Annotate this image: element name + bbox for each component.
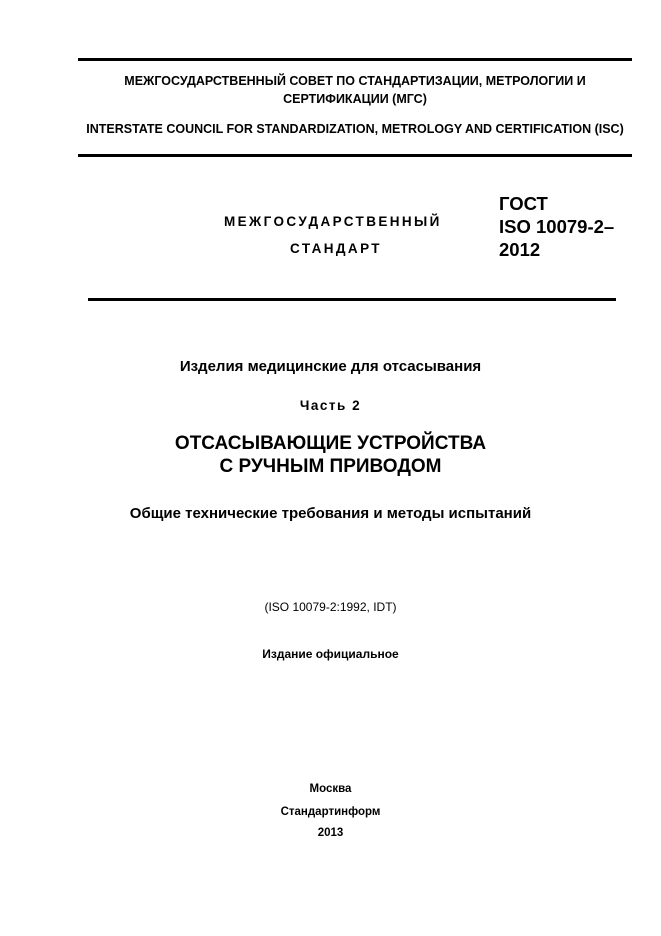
document-main-title-line2: С РУЧНЫМ ПРИВОДОМ xyxy=(219,456,442,477)
gost-label: ГОСТ xyxy=(499,193,548,214)
document-part: Часть 2 xyxy=(299,398,362,413)
council-name-ru: МЕЖГОСУДАРСТВЕННЫЙ СОВЕТ ПО СТАНДАРТИЗАЦИИ, МЕТРОЛОГИИ И СЕРТИФИКАЦИИ (МГС) xyxy=(124,74,586,106)
top-rule xyxy=(78,58,632,61)
iso-reference: (ISO 10079-2:1992, IDT) xyxy=(264,600,397,614)
gost-number-line1: ISO 10079-2– xyxy=(499,216,615,237)
standard-bottom-rule xyxy=(88,298,616,301)
document-subject: Изделия медицинские для отсасывания xyxy=(179,358,482,375)
header-bottom-rule xyxy=(78,154,632,157)
document-main-title-line1: ОТСАСЫВАЮЩИЕ УСТРОЙСТВА xyxy=(174,433,487,454)
standard-type-line1: МЕЖГОСУДАРСТВЕННЫЙ xyxy=(224,214,442,229)
council-name-en: INTERSTATE COUNCIL FOR STANDARDIZATION, METROLOGY AND CERTIFICATION (ISC) xyxy=(86,122,624,136)
standard-type-line2: СТАНДАРТ xyxy=(290,241,382,256)
edition-note: Издание официальное xyxy=(262,647,399,661)
imprint-publisher: Стандартинформ xyxy=(280,806,381,818)
imprint-city: Москва xyxy=(309,783,352,795)
document-subtitle: Общие технические требования и методы испытаний xyxy=(129,505,532,522)
gost-designation xyxy=(499,192,614,261)
imprint-year: 2013 xyxy=(317,827,344,839)
gost-number-line2: 2012 xyxy=(499,239,541,260)
